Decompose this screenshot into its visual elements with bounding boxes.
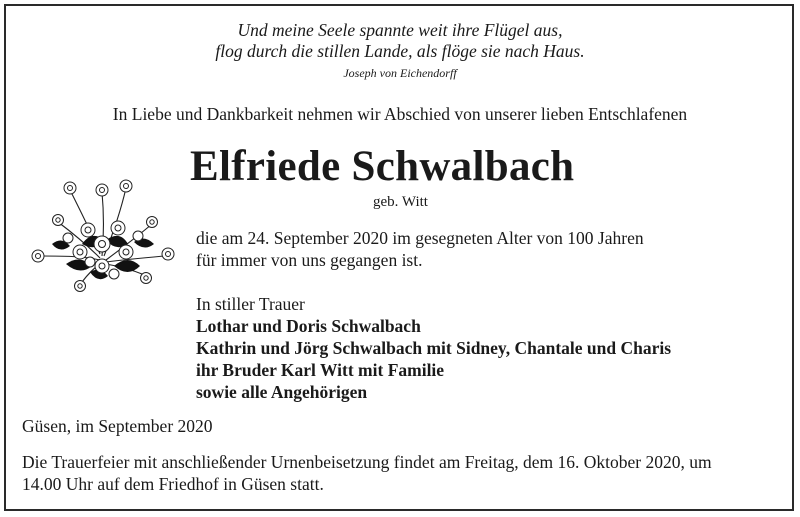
poem-line-1: Und meine Seele spannte weit ihre Flügel aus, bbox=[237, 20, 563, 40]
funeral-note-line-1: Die Trauerfeier mit anschließender Urnenbeisetzung findet am Freitag, dem 16. Oktober 2020, um bbox=[22, 452, 712, 472]
poem-author: Joseph von Eichendorff bbox=[343, 66, 457, 80]
poem-line-2: flog durch die stillen Lande, als flöge sie nach Haus. bbox=[215, 41, 585, 61]
deceased-name: Elfriede Schwalbach bbox=[190, 143, 575, 190]
mourner-name: sowie alle Angehörigen bbox=[196, 382, 368, 402]
mourner-name: Kathrin und Jörg Schwalbach mit Sidney, Chantale und Charis bbox=[196, 338, 672, 358]
intro-text: In Liebe und Dankbarkeit nehmen wir Abschied von unserer lieben Entschlafenen bbox=[112, 104, 688, 124]
mourner-name: Lothar und Doris Schwalbach bbox=[196, 316, 421, 336]
place-date: Güsen, im September 2020 bbox=[22, 416, 213, 436]
mourners-heading: In stiller Trauer bbox=[196, 294, 305, 314]
flower-bouquet-icon bbox=[22, 174, 182, 296]
mourner-name: ihr Bruder Karl Witt mit Familie bbox=[196, 360, 445, 380]
death-notice-line-1: die am 24. September 2020 im gesegneten Alter von 100 Jahren bbox=[196, 228, 644, 248]
birth-name: geb. Witt bbox=[373, 194, 428, 210]
funeral-note-line-2: 14.00 Uhr auf dem Friedhof in Güsen statt. bbox=[22, 474, 324, 494]
death-notice-line-2: für immer von uns gegangen ist. bbox=[196, 250, 423, 270]
